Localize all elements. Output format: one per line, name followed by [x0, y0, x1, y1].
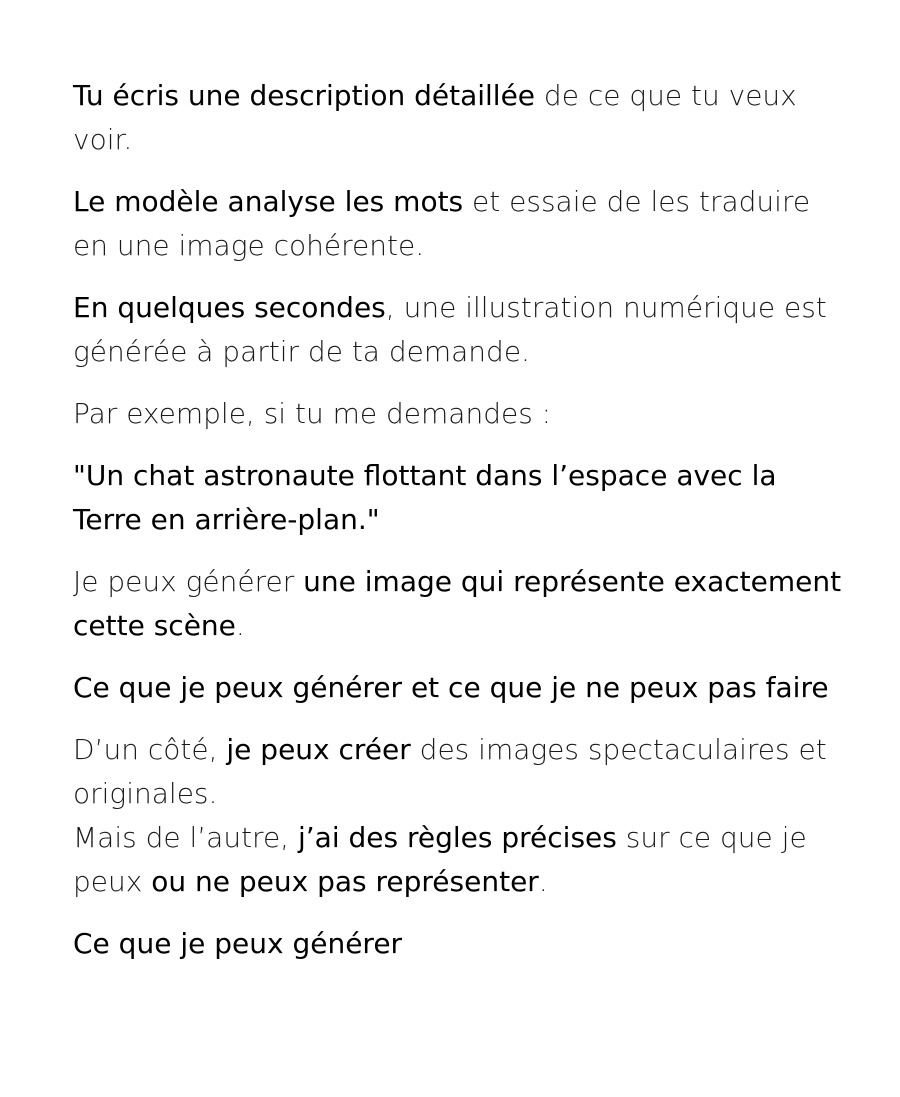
body-text: . [235, 609, 245, 642]
section-subheading: Ce que je peux générer [73, 927, 403, 960]
emphasis-text: Tu écris une description détaillée [73, 79, 536, 112]
emphasis-text: ou ne peux pas représenter [151, 865, 539, 898]
paragraph-generation [73, 560, 843, 648]
body-text: Je peux générer [73, 565, 304, 598]
body-text: sur ce que je peux [73, 821, 807, 898]
body-text: de ce que tu veux voir. [73, 79, 797, 156]
body-text: Mais de l’autre, [73, 821, 298, 854]
document-body [73, 74, 843, 984]
section-heading: Ce que je peux générer et ce que je ne peux pas faire [73, 671, 829, 704]
paragraph-seconds [73, 286, 843, 374]
emphasis-text: je peux créer [226, 733, 411, 766]
body-text: . [538, 865, 548, 898]
paragraph-model-analysis [73, 180, 843, 268]
body-text: D’un côté, [73, 733, 227, 766]
paragraph-description [73, 74, 843, 162]
body-text: et essaie de les traduire en une image cohérente. [73, 185, 811, 262]
body-text: des images spectaculaires et originales. [73, 733, 827, 810]
paragraph-example-quote: "Un chat astronaute flottant dans l’espace avec la Terre en arrière-plan." [73, 459, 777, 536]
paragraph-rules [73, 728, 843, 904]
paragraph-example-intro: Par exemple, si tu me demandes : [73, 397, 552, 430]
emphasis-text: En quelques secondes [73, 291, 386, 324]
emphasis-text: Le modèle analyse les mots [73, 185, 464, 218]
emphasis-text: une image qui représente exactement cette scène [73, 565, 842, 642]
emphasis-text: j’ai des règles précises [297, 821, 617, 854]
body-text: , une illustration numérique est générée à partir de ta demande. [73, 291, 827, 368]
